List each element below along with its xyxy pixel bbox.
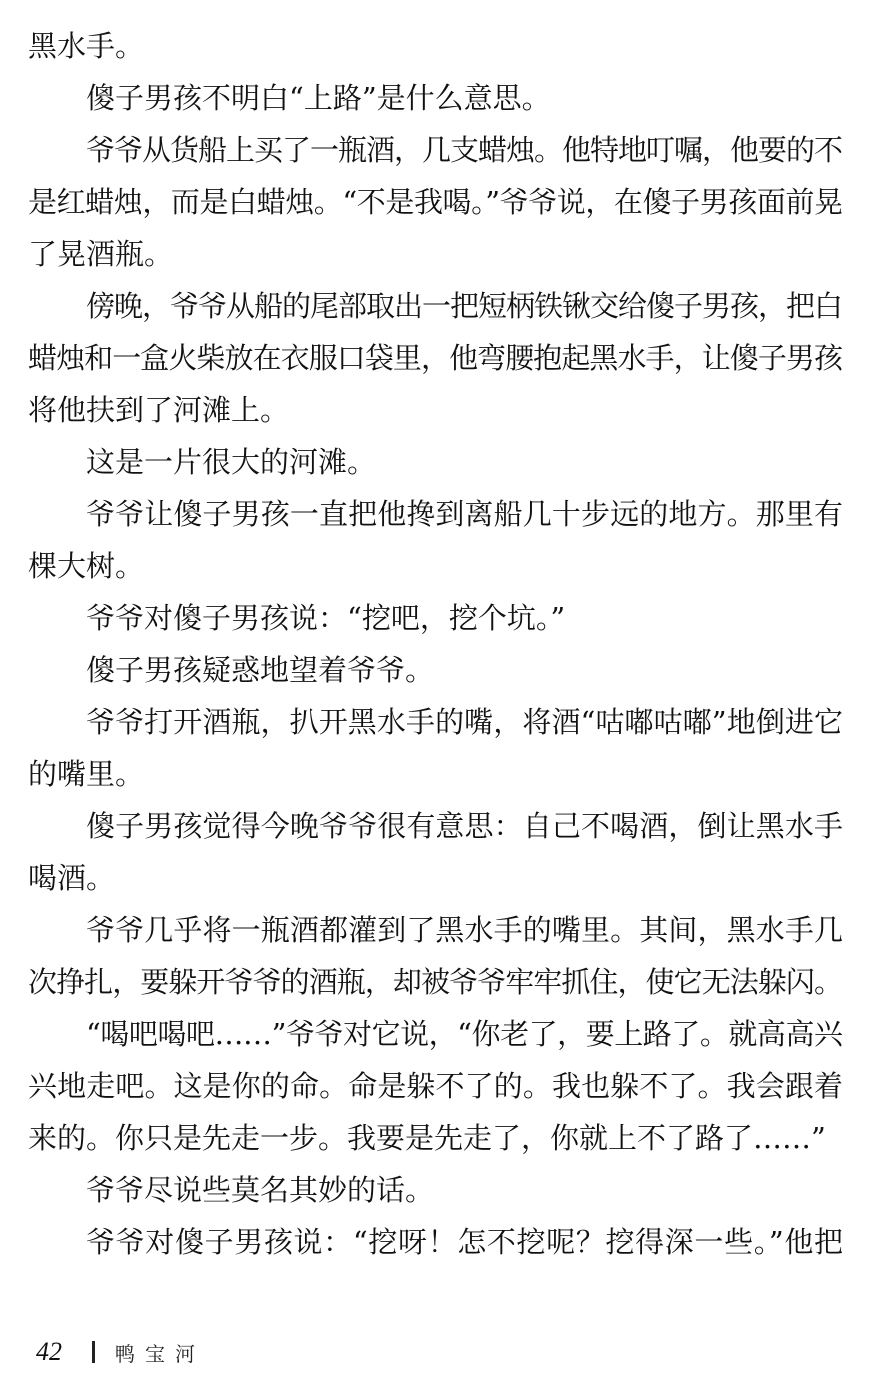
text-line xyxy=(28,1112,843,1164)
text-line xyxy=(28,176,843,228)
text-line xyxy=(28,956,843,1008)
text-line xyxy=(28,800,843,852)
text-line-content: 爷爷对傻子男孩说：“挖呀！怎不挖呢？挖得深一些。”他把 xyxy=(86,1225,844,1259)
text-line-content: 爷爷从货船上买了一瓶酒，几支蜡烛。他特地叮嘱，他要的不 xyxy=(86,133,842,167)
page-number: 42 xyxy=(36,1337,62,1366)
page-footer xyxy=(36,1332,205,1372)
text-line xyxy=(28,488,843,540)
text-line-content: 爷爷对傻子男孩说：“挖吧，挖个坑。” xyxy=(86,601,566,635)
text-line xyxy=(28,124,843,176)
text-line-content: 是红蜡烛，而是白蜡烛。“不是我喝。”爷爷说，在傻子男孩面前晃 xyxy=(28,185,843,219)
text-line-content: 这是一片很大的河滩。 xyxy=(86,445,377,479)
text-line-content: 爷爷让傻子男孩一直把他搀到离船几十步远的地方。那里有 xyxy=(86,497,844,531)
text-line xyxy=(28,1060,843,1112)
text-line xyxy=(28,696,843,748)
text-line xyxy=(28,1164,843,1216)
text-line-content: 的嘴里。 xyxy=(28,757,145,791)
text-line xyxy=(28,20,843,72)
text-line xyxy=(28,904,843,956)
text-line-content: 兴地走吧。这是你的命。命是躲不了的。我也躲不了。我会跟着 xyxy=(28,1069,844,1103)
text-line xyxy=(28,228,843,280)
text-line-content: 傻子男孩疑惑地望着爷爷。 xyxy=(86,653,435,687)
text-line-content: 爷爷尽说些莫名其妙的话。 xyxy=(86,1173,435,1207)
text-line-content: 爷爷几乎将一瓶酒都灌到了黑水手的嘴里。其间，黑水手几 xyxy=(86,913,844,947)
text-line xyxy=(28,748,843,800)
text-line xyxy=(28,384,843,436)
book-title: 鸭宝河 xyxy=(115,1341,205,1366)
text-line xyxy=(28,280,843,332)
text-line-content: 棵大树。 xyxy=(28,549,145,583)
text-line-content: 傻子男孩不明白“上路”是什么意思。 xyxy=(86,81,551,115)
text-line xyxy=(28,436,843,488)
text-line-content: 来的。你只是先走一步。我要是先走了，你就上不了路了……” xyxy=(28,1121,826,1155)
text-line-content: 将他扶到了河滩上。 xyxy=(28,393,290,427)
text-line xyxy=(28,852,843,904)
text-line xyxy=(28,540,843,592)
text-line-content: 黑水手。 xyxy=(28,29,145,63)
text-line xyxy=(28,72,843,124)
text-line-content: “喝吧喝吧……”爷爷对它说，“你老了，要上路了。就高高兴 xyxy=(86,1017,843,1051)
text-line-content: 次挣扎，要躲开爷爷的酒瓶，却被爷爷牢牢抓住，使它无法躲闪。 xyxy=(28,965,843,999)
text-line-content: 傻子男孩觉得今晚爷爷很有意思：自己不喝酒，倒让黑水手 xyxy=(86,809,844,843)
body-text xyxy=(28,20,843,1268)
text-line-content: 傍晚，爷爷从船的尾部取出一把短柄铁锹交给傻子男孩，把白 xyxy=(86,289,842,323)
text-line xyxy=(28,592,843,644)
text-line xyxy=(28,1008,843,1060)
text-line-content: 喝酒。 xyxy=(28,861,116,895)
text-line-content: 了晃酒瓶。 xyxy=(28,237,174,271)
text-line xyxy=(28,644,843,696)
text-line xyxy=(28,332,843,384)
text-line xyxy=(28,1216,843,1268)
footer-divider xyxy=(92,1341,95,1363)
text-line-content: 爷爷打开酒瓶，扒开黑水手的嘴，将酒“咕嘟咕嘟”地倒进它 xyxy=(86,705,844,739)
text-line-content: 蜡烛和一盒火柴放在衣服口袋里，他弯腰抱起黑水手，让傻子男孩 xyxy=(28,341,843,375)
